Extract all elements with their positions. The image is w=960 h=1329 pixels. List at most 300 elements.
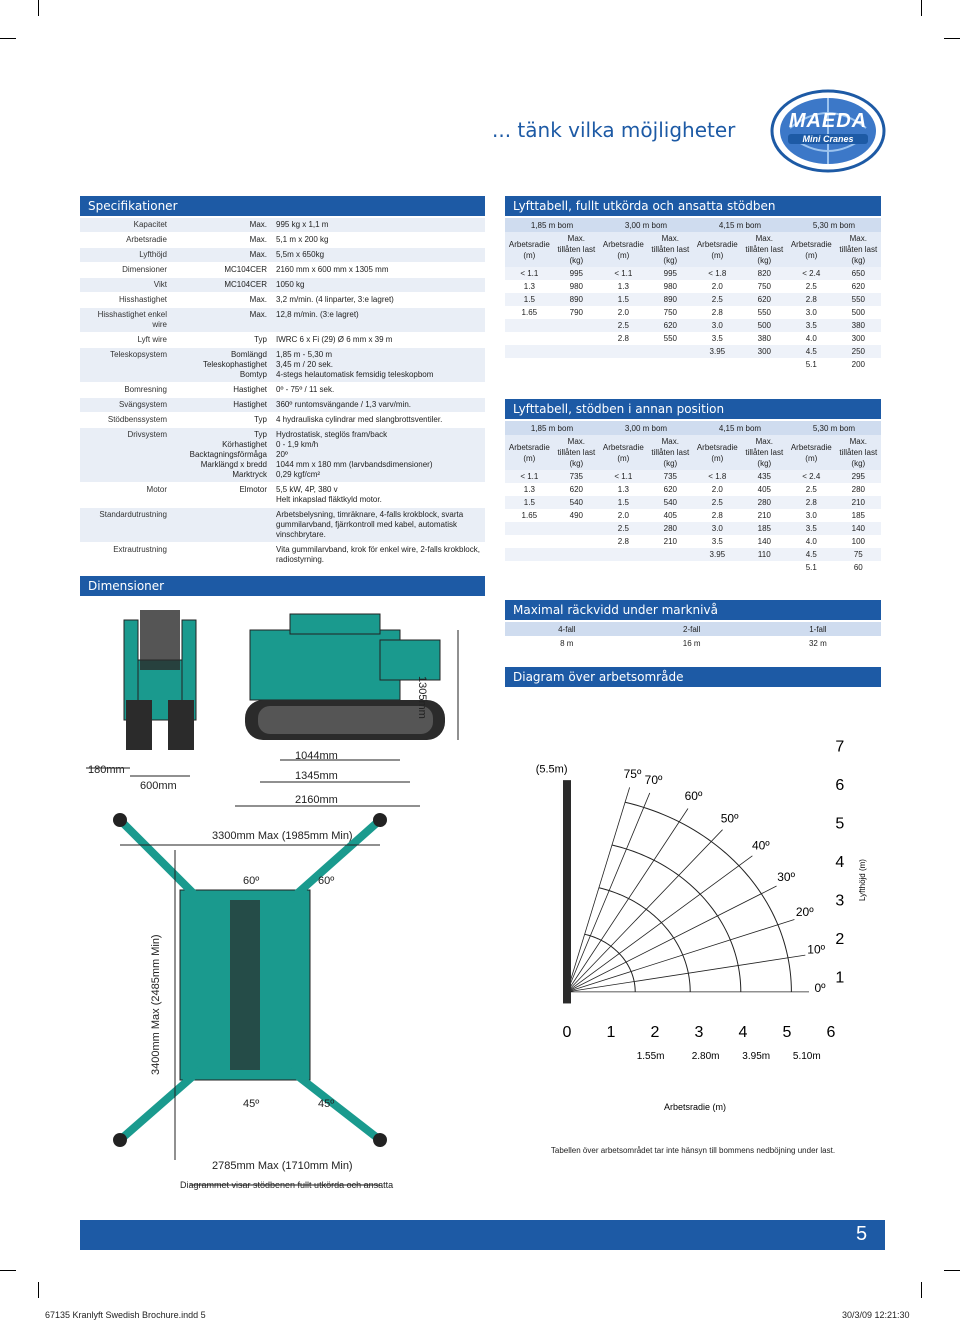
table-cell: 550 — [663, 334, 677, 343]
table-cell: 1.5 — [599, 496, 648, 509]
radius-header: Arbetsradie (m) — [505, 435, 554, 470]
table-cell: < 2.4 — [787, 470, 836, 483]
radius-header: Arbetsradie (m) — [505, 232, 554, 267]
spec-value: 1,85 m - 5,30 m 3,45 m / 20 sek. 4-stegs helautomatisk femsidig teleskopbom — [270, 348, 485, 383]
spec-row — [80, 398, 485, 413]
table-cell: 380 — [836, 319, 881, 332]
spec-value: 3,2 m/min. (4 linparter, 3:e lagret) — [270, 293, 485, 308]
boom-length-label: 2.80m — [691, 1051, 720, 1062]
radius-header: Arbetsradie (m) — [599, 435, 648, 470]
table-cell: 790 — [569, 308, 584, 317]
spec-sub — [170, 508, 270, 543]
table-cell: 1.3 — [617, 282, 629, 291]
spec-label: Stödbenssystem — [80, 413, 170, 428]
spec-sub: Max. — [170, 218, 270, 233]
spec-label: Bomresning — [80, 383, 170, 398]
spec-label: Vikt — [80, 278, 170, 293]
spec-label: Arbetsradie — [80, 233, 170, 248]
spec-label: Extrautrustning — [80, 543, 170, 568]
dim-3400: 3400mm Max (2485mm Min) — [150, 934, 162, 1075]
specs-title: Specifikationer — [80, 196, 485, 216]
table-cell: 540 — [648, 496, 693, 509]
y-tick: 2 — [835, 931, 845, 948]
table-cell: < 1.1 — [505, 470, 554, 483]
reach-value: 16 m — [629, 636, 755, 650]
table-cell: 995 — [648, 267, 693, 280]
table-cell — [742, 561, 787, 574]
table-cell — [505, 345, 554, 358]
spec-sub — [170, 543, 270, 568]
table-cell: 550 — [836, 293, 881, 306]
table-cell — [648, 358, 693, 371]
spec-value: 5,5m x 650kg — [270, 248, 485, 263]
table-cell — [599, 345, 648, 358]
table-cell — [554, 522, 599, 535]
spec-sub: Max. — [170, 308, 270, 333]
spec-label: Standardutrustning — [80, 508, 170, 543]
table-cell: 435 — [742, 470, 787, 483]
angle-line — [567, 793, 650, 992]
boom-length-label: 3.95m — [742, 1051, 771, 1062]
x-tick: 5 — [782, 1024, 792, 1041]
spec-value: 5,5 kW, 4P, 380 v Helt inkapslad fläktkyld motor. — [270, 483, 485, 508]
boom-arc — [585, 934, 636, 992]
load-header: Max. tillåten last (kg) — [554, 232, 599, 267]
spec-label: Kapacitet — [80, 218, 170, 233]
spec-row — [80, 308, 485, 333]
table-cell — [505, 319, 554, 332]
table-row — [505, 358, 881, 371]
table-cell: 980 — [569, 282, 584, 291]
table-cell: 750 — [757, 282, 771, 291]
table-row — [505, 509, 881, 522]
boom-length-header: 4,15 m bom — [693, 218, 787, 232]
dim-3300: 3300mm Max (1985mm Min) — [212, 830, 353, 842]
angle-label: 70º — [644, 772, 663, 787]
table-cell: 550 — [757, 308, 771, 317]
table-cell: 3.0 — [693, 522, 742, 535]
boom-length-header: 1,85 m bom — [505, 421, 599, 435]
dim-2785: 2785mm Max (1710mm Min) — [212, 1160, 353, 1172]
spec-value: 2160 mm x 600 mm x 1305 mm — [270, 263, 485, 278]
load-header: Max. tillåten last (kg) — [554, 435, 599, 470]
crane-side-view — [245, 614, 445, 740]
spec-value: 4 hydrauliska cylindrar med slangbrottsventiler. — [270, 413, 485, 428]
page-number-bar — [80, 1220, 885, 1250]
table-cell — [648, 548, 693, 561]
y-tick: 4 — [835, 854, 845, 871]
table-cell — [505, 358, 554, 371]
spec-value: 12,8 m/min. (3:e lagret) — [270, 308, 485, 333]
spec-sub: Hastighet — [170, 383, 270, 398]
dim-1044: 1044mm — [295, 750, 338, 762]
boom-length-header: 5,30 m bom — [787, 421, 881, 435]
table-cell: 2.8 — [617, 537, 629, 546]
specs-table — [80, 218, 485, 568]
table-cell: < 2.4 — [787, 267, 836, 280]
table-cell: 2.5 — [599, 319, 648, 332]
table-cell: 3.5 — [787, 319, 836, 332]
lift-table-2-title: Lyfttabell, stödben i annan position — [505, 399, 881, 419]
spec-row — [80, 508, 485, 543]
x-tick: 1 — [606, 1024, 616, 1041]
reach-title: Maximal räckvidd under marknivå — [505, 600, 881, 620]
table-cell: 300 — [851, 334, 865, 343]
table-cell — [505, 548, 554, 561]
spec-sub: Typ — [170, 413, 270, 428]
table-cell — [554, 332, 599, 345]
spec-sub: MC104CER — [170, 263, 270, 278]
table-cell — [554, 535, 599, 548]
spec-value: 0º - 75º / 11 sek. — [270, 383, 485, 398]
table-cell — [554, 561, 599, 574]
table-cell: 250 — [836, 345, 881, 358]
table-cell: 3.5 — [787, 522, 836, 535]
spec-label: Lyft wire — [80, 333, 170, 348]
spec-value: Vita gummilarvband, krok för enkel wire, 2-falls krokblock, radiostyrning. — [270, 543, 485, 568]
crane-front-view — [124, 610, 196, 750]
boom-arc — [625, 802, 791, 992]
maeda-logo — [770, 88, 886, 174]
table-cell: 185 — [742, 522, 787, 535]
spec-label: Hisshastighet — [80, 293, 170, 308]
table-cell: 620 — [742, 293, 787, 306]
spec-row — [80, 278, 485, 293]
reach-value: 32 m — [755, 636, 881, 650]
dims-title: Dimensioner — [80, 576, 485, 596]
angle-45-right: 45º — [318, 1098, 335, 1110]
table-cell: 3.95 — [693, 345, 742, 358]
table-cell: 210 — [663, 537, 677, 546]
table-cell: 1.5 — [505, 496, 554, 509]
x-tick: 3 — [694, 1024, 704, 1041]
table-row — [505, 483, 881, 496]
dims-caption: Diagrammet visar stödbenen fullt utkörda och ansatta — [180, 1180, 394, 1190]
table-cell: 200 — [851, 360, 865, 369]
spec-label: Hisshastighet enkel wire — [80, 308, 170, 333]
reach-table — [505, 622, 881, 650]
reach-head-4: 4-fall — [505, 622, 629, 636]
table-cell: 3.95 — [693, 548, 742, 561]
table-cell: 5.1 — [805, 360, 817, 369]
table-cell: 60 — [853, 563, 863, 572]
spec-label: Drivsystem — [80, 428, 170, 483]
angle-label: 20º — [795, 905, 814, 920]
spec-sub: Typ Körhastighet Backtagningsförmåga Marklängd x bredd Marktryck — [170, 428, 270, 483]
spec-value: Hydrostatisk, steglös fram/back 0 - 1,9 km/h 20º 1044 mm x 180 mm (larvbandsdimensioner) 0,29 kgf/cm² — [270, 428, 485, 483]
spec-sub: Elmotor — [170, 483, 270, 508]
footer-date: 30/3/09 12:21:30 — [842, 1310, 910, 1320]
table-cell: 100 — [851, 537, 865, 546]
table-cell: 995 — [554, 267, 599, 280]
spec-sub: MC104CER — [170, 278, 270, 293]
table-cell: 3.0 — [693, 319, 742, 332]
angle-label: 30º — [777, 870, 795, 885]
table-cell: 2.8 — [711, 308, 723, 317]
spec-label: Lyfthöjd — [80, 248, 170, 263]
table-row — [505, 496, 881, 509]
table-cell: < 1.8 — [693, 470, 742, 483]
table-cell: 2.0 — [711, 485, 723, 494]
x-tick: 4 — [738, 1024, 748, 1041]
table-cell: 140 — [836, 522, 881, 535]
table-cell: 2.0 — [617, 308, 629, 317]
angle-60-left: 60º — [243, 875, 260, 887]
table-cell: 2.8 — [787, 496, 836, 509]
table-cell: 3.0 — [805, 511, 817, 520]
spec-row — [80, 333, 485, 348]
table-cell: 890 — [648, 293, 693, 306]
table-cell: < 1.1 — [599, 470, 648, 483]
table-cell: 4.0 — [805, 334, 817, 343]
y-tick: 1 — [835, 969, 845, 987]
table-cell: 1.3 — [523, 282, 535, 291]
table-cell: 185 — [851, 511, 865, 520]
boom-arc — [599, 888, 690, 992]
table-cell — [505, 332, 554, 345]
spec-row — [80, 483, 485, 508]
table-cell — [693, 561, 742, 574]
table-cell: 3.0 — [805, 308, 817, 317]
spec-label: Dimensioner — [80, 263, 170, 278]
radius-header: Arbetsradie (m) — [787, 232, 836, 267]
spec-sub: Max. — [170, 248, 270, 263]
table-cell: 300 — [742, 345, 787, 358]
table-cell: 2.0 — [617, 511, 629, 520]
table-cell — [554, 319, 599, 332]
table-cell: 3.5 — [711, 334, 723, 343]
x-tick: 0 — [562, 1024, 572, 1041]
table-cell: 650 — [836, 267, 881, 280]
radius-header: Arbetsradie (m) — [787, 435, 836, 470]
boom-length-header: 3,00 m bom — [599, 421, 693, 435]
radius-header: Arbetsradie (m) — [693, 232, 742, 267]
table-cell: 540 — [554, 496, 599, 509]
angle-label: 75º — [623, 767, 642, 782]
y-axis-label: Lyfthöjd (m) — [858, 859, 867, 901]
diagram-title: Diagram över arbetsområde — [505, 667, 881, 687]
boom-arc — [612, 845, 741, 992]
spec-value: 1050 kg — [270, 278, 485, 293]
table-cell: 4.5 — [787, 548, 836, 561]
table-cell — [505, 522, 554, 535]
table-cell: 1.3 — [617, 485, 629, 494]
table-cell: 75 — [836, 548, 881, 561]
table-cell — [554, 358, 599, 371]
table-cell — [554, 548, 599, 561]
spec-row — [80, 248, 485, 263]
table-cell: 735 — [648, 470, 693, 483]
table-cell: 750 — [663, 308, 677, 317]
table-cell: 405 — [663, 511, 677, 520]
page-slogan: ... tänk vilka möjligheter — [492, 118, 736, 142]
table-cell: 735 — [554, 470, 599, 483]
table-cell: 405 — [757, 485, 771, 494]
table-cell: 620 — [663, 485, 677, 494]
y-tick: 6 — [835, 777, 845, 794]
spec-sub: Typ — [170, 333, 270, 348]
spec-row — [80, 263, 485, 278]
angle-label: 10º — [807, 942, 826, 957]
spec-value: 995 kg x 1,1 m — [270, 218, 485, 233]
spec-value: IWRC 6 x Fi (29) Ø 6 mm x 39 m — [270, 333, 485, 348]
x-tick: 6 — [826, 1024, 836, 1041]
working-range-diagram — [505, 690, 885, 1130]
radius-header: Arbetsradie (m) — [599, 232, 648, 267]
crane-mast — [563, 780, 571, 1003]
table-cell: 5.1 — [805, 563, 817, 572]
table-cell: 295 — [836, 470, 881, 483]
table-cell: 110 — [742, 548, 787, 561]
table-cell: 500 — [851, 308, 865, 317]
table-cell: < 1.1 — [505, 267, 554, 280]
table-cell: 1.5 — [505, 293, 554, 306]
table-cell: 490 — [569, 511, 584, 520]
angle-60-right: 60º — [318, 875, 335, 887]
table-cell: 280 — [648, 522, 693, 535]
table-row — [505, 535, 881, 548]
angle-label: 0º — [814, 980, 826, 995]
diagram-note: Tabellen över arbetsområdet tar inte hänsyn till bommens nedböjning under last. — [550, 1146, 836, 1155]
reach-head-2: 2-fall — [629, 622, 755, 636]
table-cell — [554, 345, 599, 358]
table-cell: < 1.8 — [693, 267, 742, 280]
lift-table-1-title: Lyfttabell, fullt utkörda och ansatta stödben — [505, 196, 881, 216]
spec-sub: Max. — [170, 293, 270, 308]
table-cell — [742, 358, 787, 371]
spec-row — [80, 293, 485, 308]
table-cell: 2.5 — [693, 293, 742, 306]
table-cell: 1.65 — [521, 308, 538, 317]
y-tick: 5 — [835, 815, 845, 833]
table-cell: 4.5 — [787, 345, 836, 358]
table-cell: 2.8 — [787, 293, 836, 306]
load-header: Max. tillåten last (kg) — [742, 435, 787, 470]
radius-header: Arbetsradie (m) — [693, 435, 742, 470]
spec-value: Arbetsbelysning, timräknare, 4-falls krokblock, svarta gummilarvband, fjärrkontroll med kabel, automatisk vinschbrytare. — [270, 508, 485, 543]
table-cell: 380 — [757, 334, 771, 343]
dim-180: 180mm — [88, 764, 125, 776]
table-cell: 980 — [663, 282, 677, 291]
table-cell: 2.5 — [693, 496, 742, 509]
spec-sub: Hastighet — [170, 398, 270, 413]
angle-label: 50º — [720, 811, 739, 826]
table-cell: 820 — [742, 267, 787, 280]
table-row — [505, 306, 881, 319]
table-row — [505, 332, 881, 345]
lift-table-2 — [505, 421, 881, 574]
table-cell: 620 — [851, 282, 865, 291]
page-number: 5 — [856, 1223, 868, 1245]
table-cell: 4.0 — [805, 537, 817, 546]
table-cell — [599, 548, 648, 561]
bracket-label: (5.5m) — [535, 763, 568, 776]
table-cell: 280 — [742, 496, 787, 509]
spec-label: Motor — [80, 483, 170, 508]
table-cell: 890 — [554, 293, 599, 306]
table-cell — [505, 535, 554, 548]
table-row — [505, 470, 881, 483]
boom-length-header: 3,00 m bom — [599, 218, 693, 232]
load-header: Max. tillåten last (kg) — [648, 232, 693, 267]
angle-label: 40º — [751, 838, 770, 853]
table-cell: < 1.1 — [599, 267, 648, 280]
table-cell — [648, 561, 693, 574]
table-row — [505, 293, 881, 306]
load-header: Max. tillåten last (kg) — [742, 232, 787, 267]
table-cell: 2.5 — [599, 522, 648, 535]
table-row — [505, 561, 881, 574]
table-cell: 280 — [851, 485, 865, 494]
table-row — [505, 267, 881, 280]
spec-row — [80, 233, 485, 248]
dim-2160: 2160mm — [295, 794, 338, 806]
table-row — [505, 548, 881, 561]
table-cell — [693, 358, 742, 371]
table-cell: 1.65 — [521, 511, 538, 520]
table-cell — [648, 345, 693, 358]
angle-label: 60º — [684, 789, 703, 804]
angle-line — [567, 787, 630, 992]
spec-sub: Bomlängd Teleskophastighet Bomtyp — [170, 348, 270, 383]
table-row — [505, 522, 881, 535]
table-cell: 2.0 — [711, 282, 723, 291]
spec-value: 360º runtomsvängande / 1,3 varv/min. — [270, 398, 485, 413]
dim-600: 600mm — [140, 780, 177, 792]
table-cell: 2.8 — [711, 511, 723, 520]
footer-file: 67135 Kranlyft Swedish Brochure.indd 5 — [45, 1310, 206, 1320]
dim-1345: 1345mm — [295, 770, 338, 782]
spec-row — [80, 543, 485, 568]
table-cell — [599, 561, 648, 574]
boom-length-label: 5.10m — [792, 1051, 821, 1062]
angle-45-left: 45º — [243, 1098, 260, 1110]
boom-length-label: 1.55m — [636, 1051, 665, 1062]
angle-line — [567, 919, 794, 991]
table-cell: 1.5 — [599, 293, 648, 306]
table-cell — [505, 561, 554, 574]
reach-head-1: 1-fall — [755, 622, 881, 636]
table-cell: 620 — [569, 485, 584, 494]
table-row — [505, 319, 881, 332]
load-header: Max. tillåten last (kg) — [648, 435, 693, 470]
spec-row — [80, 383, 485, 398]
x-axis-label: Arbetsradie (m) — [663, 1102, 727, 1112]
spec-label: Svängsystem — [80, 398, 170, 413]
logo-brand: MAEDA — [788, 110, 868, 132]
table-row — [505, 280, 881, 293]
spec-sub: Max. — [170, 233, 270, 248]
spec-row — [80, 428, 485, 483]
boom-length-header: 4,15 m bom — [693, 421, 787, 435]
logo-sub: Mini Cranes — [788, 134, 868, 144]
table-cell: 2.5 — [805, 485, 817, 494]
boom-length-header: 5,30 m bom — [787, 218, 881, 232]
spec-row — [80, 348, 485, 383]
reach-value: 8 m — [505, 636, 629, 650]
angle-line — [567, 830, 723, 992]
x-tick: 2 — [650, 1024, 660, 1041]
table-cell: 140 — [757, 537, 771, 546]
table-cell — [599, 358, 648, 371]
y-tick: 7 — [835, 738, 845, 756]
boom-length-header: 1,85 m bom — [505, 218, 599, 232]
table-cell: 210 — [836, 496, 881, 509]
table-cell: 210 — [757, 511, 771, 520]
table-cell: 1.3 — [523, 485, 535, 494]
spec-label: Teleskopsystem — [80, 348, 170, 383]
lift-table-1 — [505, 218, 881, 371]
